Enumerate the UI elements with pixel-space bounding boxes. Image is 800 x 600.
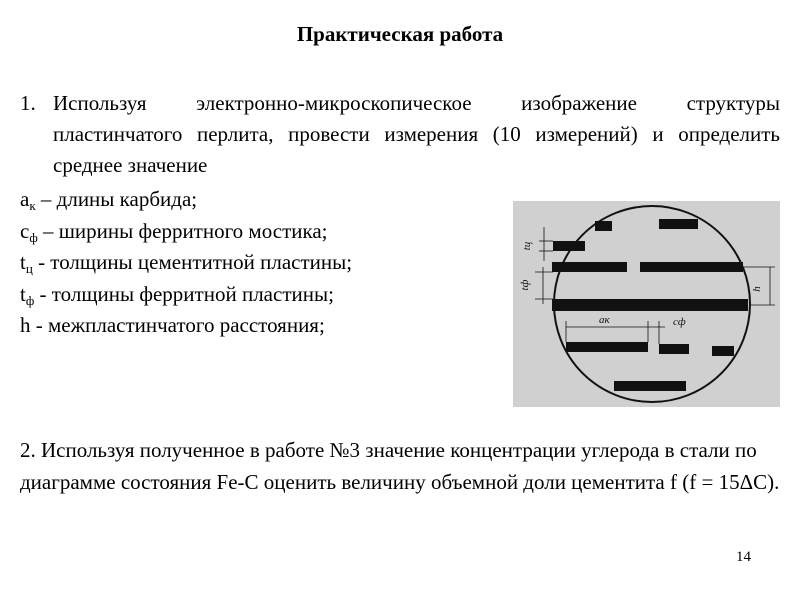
c-f-label: cф [673, 316, 686, 328]
task-2-text: 2. Используя полученное в работе №3 значение концентрации углерода в стали по диаграмме состояния Fe-C оценить величину объемной доли цементита f (f = 15ΔC). [20, 438, 780, 494]
definition-subscript: ф [29, 229, 38, 245]
cementite-plate [553, 241, 585, 251]
definition-symbol: h [20, 313, 31, 337]
definition-symbol: c [20, 218, 30, 243]
task-1-number: 1. [20, 91, 36, 115]
task-1-text: Используя электронно-микроскопическое изображение структуры пластинчатого перлита, провести измерения (10 измерений) и определить среднее значение [53, 91, 780, 177]
definition-text: - толщины ферритной пластины; [34, 281, 334, 306]
definition-text: – длины карбида; [35, 187, 198, 211]
definition-text: – ширины ферритного мостика; [37, 218, 328, 243]
definition-t-f [20, 279, 352, 311]
t-f-label: tф [519, 279, 531, 291]
definition-symbol: a [20, 187, 30, 211]
definition-a-k [20, 184, 352, 216]
definition-symbol: t [20, 250, 26, 274]
cementite-plate [614, 381, 686, 391]
cementite-plate [552, 299, 748, 311]
definition-subscript: ф [25, 292, 35, 308]
page-number: 14 [736, 549, 751, 565]
slide-title: Практическая работа [296, 22, 504, 46]
definition-h [20, 310, 352, 342]
task-1 [20, 88, 780, 181]
cementite-plate [640, 262, 743, 272]
pearlite-structure-figure [513, 201, 780, 407]
cementite-plate [659, 344, 689, 354]
a-k-label: aк [599, 314, 610, 326]
t-c-label: tц [521, 241, 533, 251]
definition-subscript: ц [25, 261, 33, 276]
pearlite-diagram [513, 201, 780, 407]
definition-c-f [20, 216, 352, 248]
cementite-plate [595, 221, 612, 231]
definition-subscript: к [29, 198, 36, 213]
definition-t-c [20, 247, 352, 279]
cementite-plate [566, 342, 648, 352]
definitions-list [20, 184, 352, 342]
definition-text: - межпластинчатого расстояния; [30, 313, 325, 337]
cementite-plate [659, 219, 698, 229]
h-label: h [751, 286, 763, 292]
cementite-plate [552, 262, 627, 272]
definition-symbol: t [20, 281, 26, 306]
cementite-plate [712, 346, 734, 356]
definition-text: - толщины цементитной пластины; [32, 250, 353, 274]
